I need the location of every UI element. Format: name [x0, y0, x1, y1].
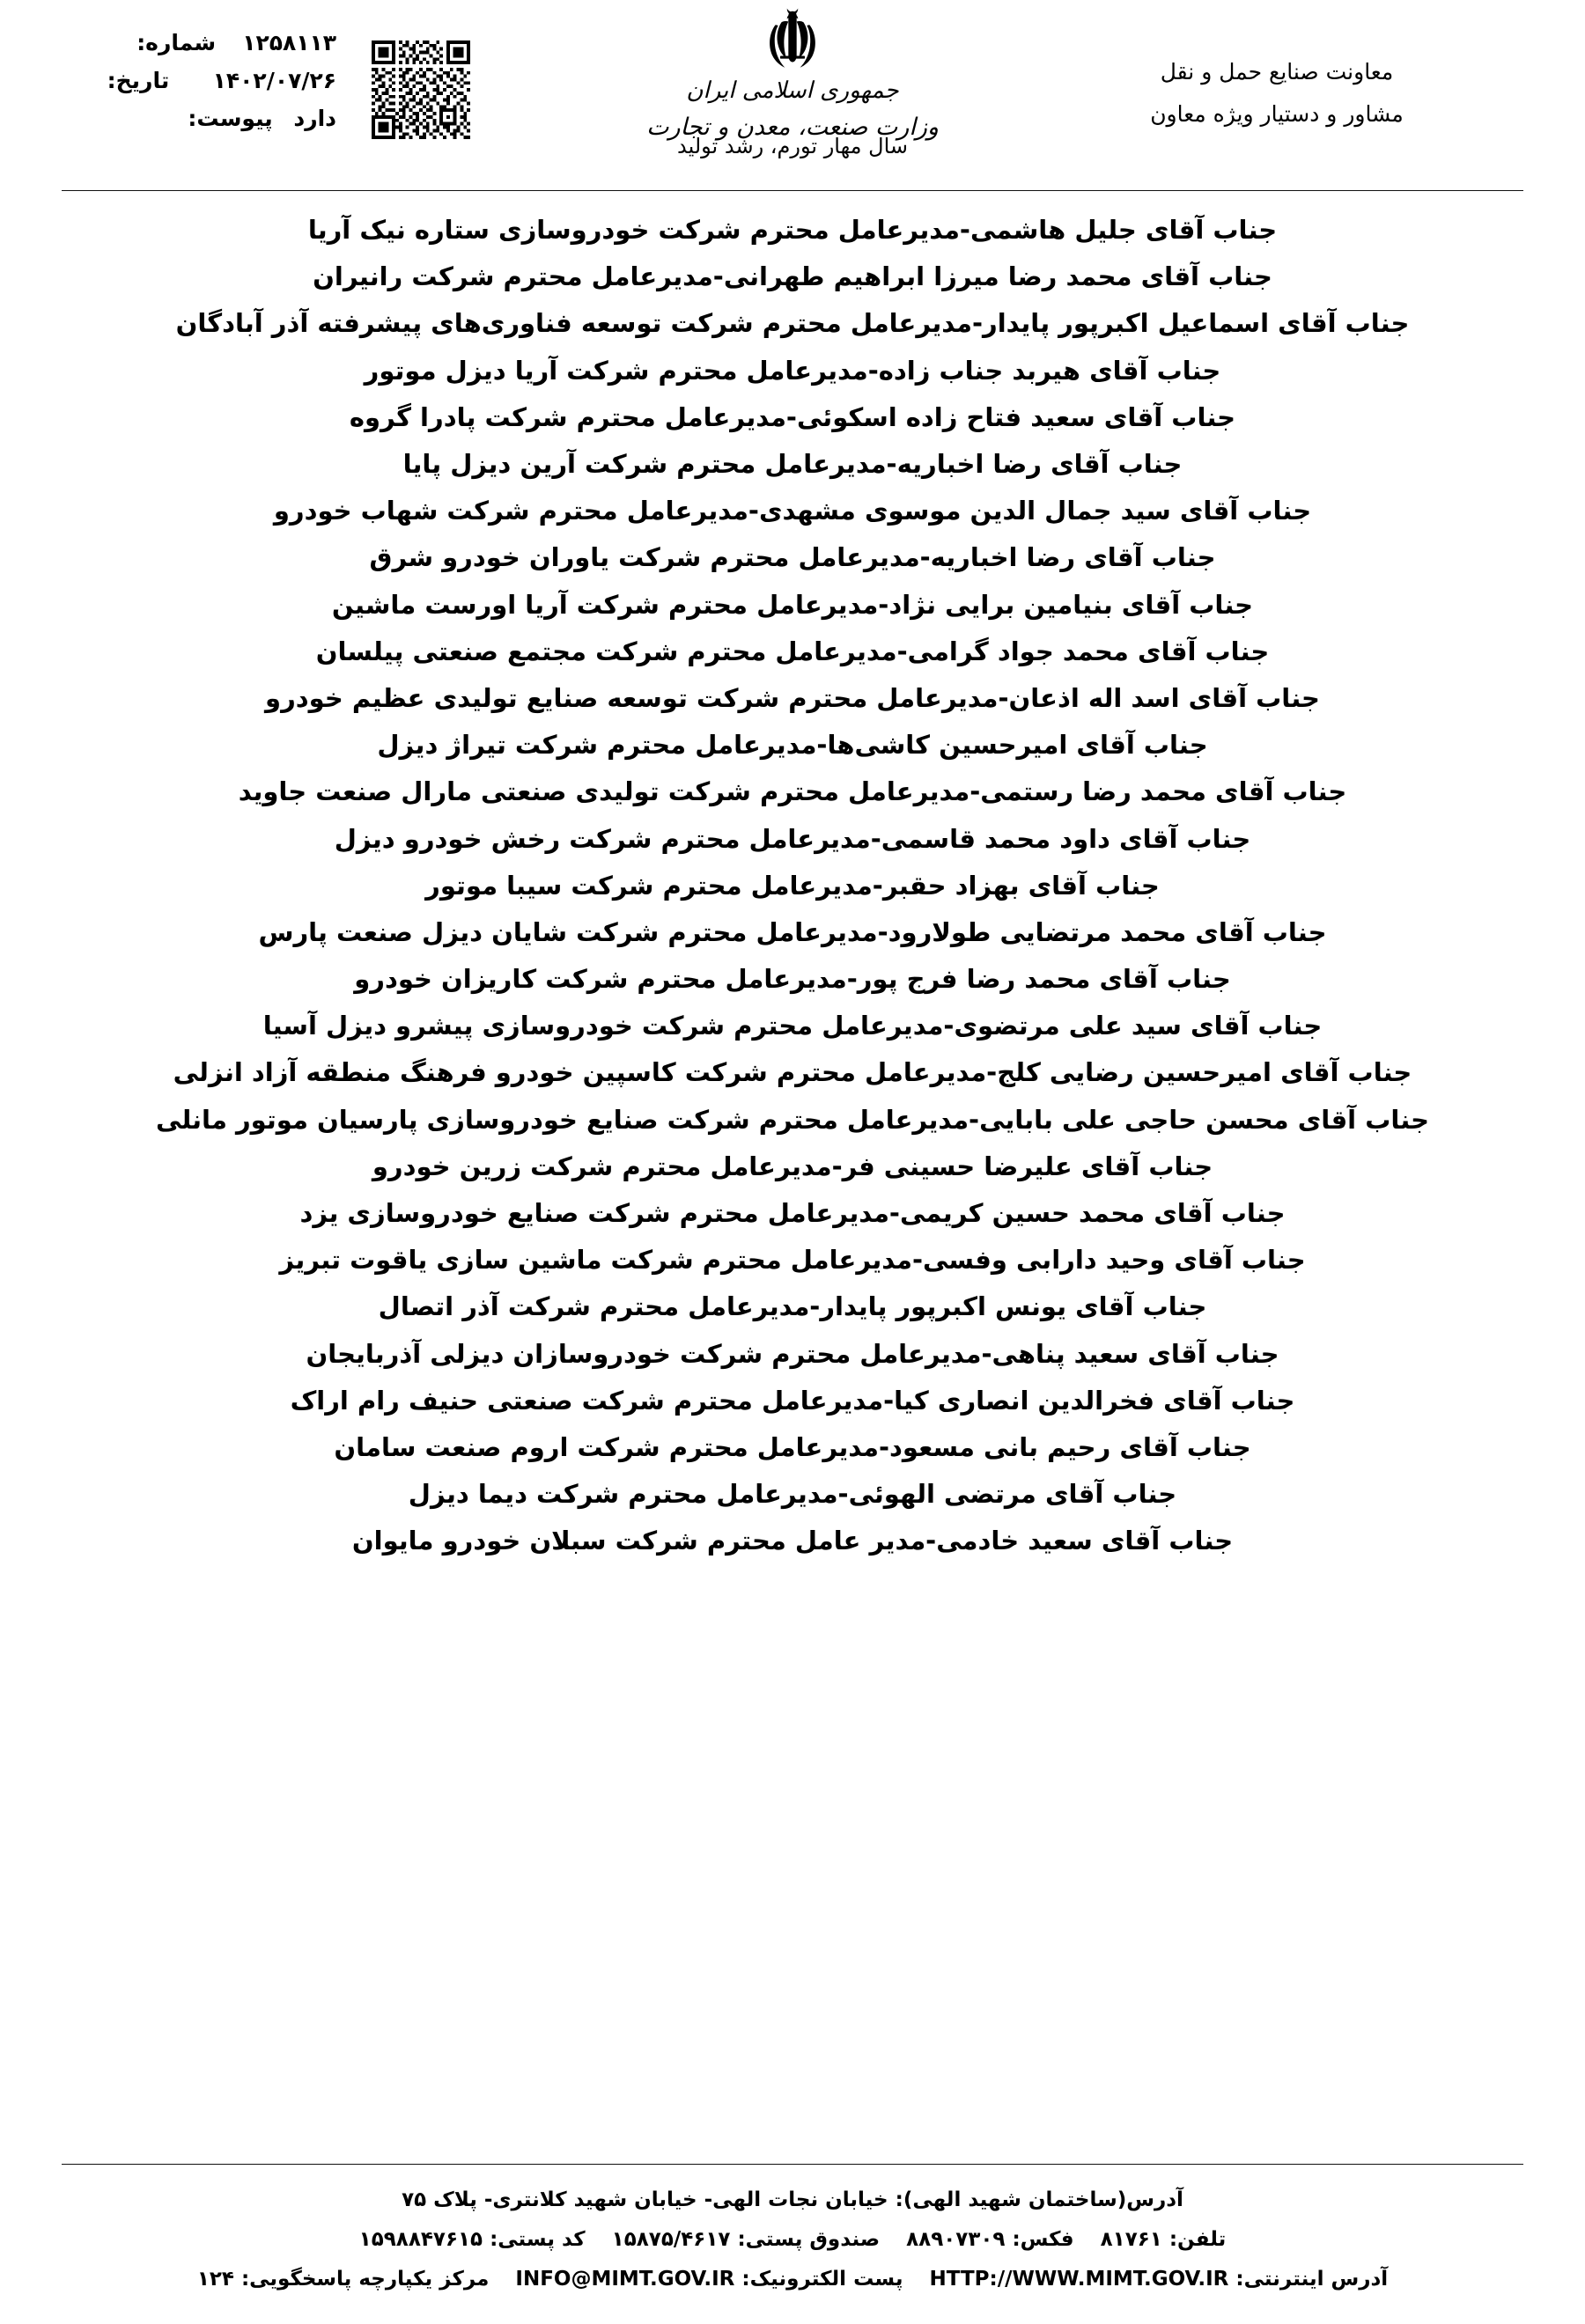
email-label: پست الکترونیک:: [741, 2268, 903, 2291]
letter-number-value: ۱۲۵۸۱۱۳: [242, 30, 336, 55]
list-item: جناب آقای رحیم بانی مسعود-مدیرعامل محترم شرکت اروم صنعت سامان: [334, 1431, 1251, 1462]
letter-date-value: ۱۴۰۲/۰۷/۲۶: [212, 68, 336, 93]
website-value[interactable]: HTTP://WWW.MIMT.GOV.IR: [929, 2268, 1229, 2291]
list-item: جناب آقای سعید خادمی-مدیر عامل محترم شرکت سبلان خودرو مایوان: [351, 1526, 1234, 1556]
list-item: جناب آقای محمد رضا میرزا ابراهیم طهرانی-مدیرعامل محترم شرکت رانیران: [313, 261, 1272, 292]
list-item: جناب آقای رضا اخباریه-مدیرعامل محترم شرکت یاوران خودرو شرق: [369, 542, 1216, 573]
list-item: جناب آقای یونس اکبرپور پایدار-مدیرعامل محترم شرکت آذر اتصال: [378, 1291, 1207, 1322]
organization-block: [590, 7, 995, 146]
year-slogan: سال مهار تورم، رشد تولید: [677, 134, 908, 158]
po-box-label: صندوق پستی:: [737, 2228, 881, 2251]
list-item: جناب آقای محمد مرتضایی طولارود-مدیرعامل محترم شرکت شایان دیزل صنعت پارس: [258, 916, 1327, 947]
postal-code-label: کد پستی:: [490, 2228, 586, 2251]
call-center-value: ۱۲۴: [196, 2268, 234, 2291]
fax-value: ۸۸۹۰۷۳۰۹: [906, 2228, 1006, 2251]
list-item: جناب آقای هیربد جناب زاده-مدیرعامل محترم شرکت آریا دیزل موتور: [364, 355, 1221, 386]
department-line-2: مشاور و دستیار ویژه معاون: [1150, 100, 1404, 127]
phone-label: تلفن:: [1168, 2228, 1227, 2251]
list-item: جناب آقای داود محمد قاسمی-مدیرعامل محترم شرکت رخش خودرو دیزل: [334, 823, 1251, 854]
list-item: جناب آقای علیرضا حسینی فر-مدیرعامل محترم شرکت زرین خودرو: [372, 1151, 1213, 1181]
footer-contact: [62, 2220, 1523, 2260]
department-line-1: معاونت صنایع حمل و نقل: [1160, 59, 1394, 85]
list-item: جناب آقای فخرالدین انصاری کیا-مدیرعامل محترم شرکت صنعتی حنیف رام اراک: [290, 1385, 1295, 1416]
letter-number-row: [62, 30, 352, 55]
website-label: آدرس اینترنتی:: [1235, 2268, 1389, 2291]
po-box-value: ۱۵۸۷۵/۴۶۱۷: [611, 2228, 731, 2251]
list-item: جناب آقای محمد حسین کریمی-مدیرعامل محترم شرکت صنایع خودروسازی یزد: [299, 1198, 1286, 1229]
list-item: جناب آقای بهزاد حقبر-مدیرعامل محترم شرکت سیبا موتور: [425, 870, 1160, 901]
letter-attachment-row: [62, 106, 352, 131]
iran-national-emblem-icon: [758, 7, 827, 70]
letter-number-label: شماره:: [136, 30, 217, 55]
ministry-name: وزارت صنعت، معدن و تجارت: [646, 114, 939, 141]
letter-attachment-value: دارد: [293, 106, 336, 131]
list-item: جناب آقای سید علی مرتضوی-مدیرعامل محترم شرکت خودروسازی پیشرو دیزل آسیا: [262, 1011, 1323, 1041]
letterhead: [62, 0, 1523, 185]
list-item: جناب آقای محمد جواد گرامی-مدیرعامل محترم شرکت مجتمع صنعتی پیلسان: [315, 636, 1270, 666]
email-value[interactable]: INFO@MIMT.GOV.IR: [515, 2268, 735, 2291]
department-block: [1030, 51, 1523, 135]
list-item: جناب آقای محمد رضا رستمی-مدیرعامل محترم شرکت تولیدی صنعتی مارال صنعت جاوید: [238, 776, 1347, 807]
list-item: جناب آقای بنیامین برایی نژاد-مدیرعامل محترم شرکت آریا اورست ماشین: [331, 589, 1254, 620]
list-item: جناب آقای محمد رضا فرج پور-مدیرعامل محترم شرکت کاریزان خودرو: [354, 964, 1231, 995]
organization-name: جمهوری اسلامی ایران: [686, 77, 899, 104]
letter-date-label: تاریخ:: [107, 68, 170, 93]
recipients-list: [62, 191, 1523, 1564]
list-item: جناب آقای امیرحسین رضایی کلج-مدیرعامل محترم شرکت کاسپین خودرو فرهنگ منطقه آزاد انزلی: [173, 1057, 1412, 1088]
footer-address: آدرس(ساختمان شهید الهی): خیابان نجات الهی- خیابان شهید کلانتری- پلاک ۷۵: [402, 2188, 1183, 2211]
list-item: جناب آقای جلیل هاشمی-مدیرعامل محترم شرکت خودروسازی ستاره نیک آریا: [307, 215, 1278, 246]
list-item: جناب آقای سید جمال الدین موسوی مشهدی-مدیرعامل محترم شرکت شهاب خودرو: [273, 496, 1312, 526]
list-item: جناب آقای اسماعیل اکبرپور پایدار-مدیرعامل محترم شرکت توسعه فناوری‌های پیشرفته آذر آبادگان: [175, 308, 1410, 339]
letter-date-row: [62, 68, 352, 93]
list-item: جناب آقای محسن حاجی علی بابایی-مدیرعامل محترم شرکت صنایع خودروسازی پارسیان موتور مانلی: [155, 1104, 1429, 1135]
list-item: جناب آقای وحید دارابی وفسی-مدیرعامل محترم شرکت ماشین سازی یاقوت تبریز: [279, 1245, 1306, 1276]
footer-web: [62, 2260, 1523, 2299]
list-item: جناب آقای سعید پناهی-مدیرعامل محترم شرکت خودروسازان دیزلی آذربایجان: [306, 1338, 1279, 1369]
qr-code-icon: [372, 40, 470, 139]
call-center-label: مرکز یکپارچه پاسخگویی:: [240, 2268, 490, 2291]
phone-value: ۸۱۷۶۱: [1100, 2228, 1162, 2251]
postal-code-value: ۱۵۹۸۸۴۷۶۱۵: [358, 2228, 483, 2251]
list-item: جناب آقای اسد اله اذعان-مدیرعامل محترم شرکت توسعه صنایع تولیدی عظیم خودرو: [265, 682, 1320, 713]
fax-label: فکس:: [1012, 2228, 1074, 2251]
list-item: جناب آقای سعید فتاح زاده اسکوئی-مدیرعامل محترم شرکت پادرا گروه: [349, 401, 1236, 432]
letter-meta-block: [62, 30, 352, 143]
footer-divider: [62, 2164, 1523, 2165]
letter-footer: [62, 2164, 1523, 2299]
list-item: جناب آقای امیرحسین کاشی‌ها-مدیرعامل محترم شرکت تیراژ دیزل: [377, 730, 1208, 761]
list-item: جناب آقای مرتضی الهوئی-مدیرعامل محترم شرکت دیما دیزل: [408, 1479, 1177, 1510]
list-item: جناب آقای رضا اخباریه-مدیرعامل محترم شرکت آرین دیزل پایا: [402, 449, 1183, 480]
letter-attachment-label: پیوست:: [188, 106, 273, 131]
